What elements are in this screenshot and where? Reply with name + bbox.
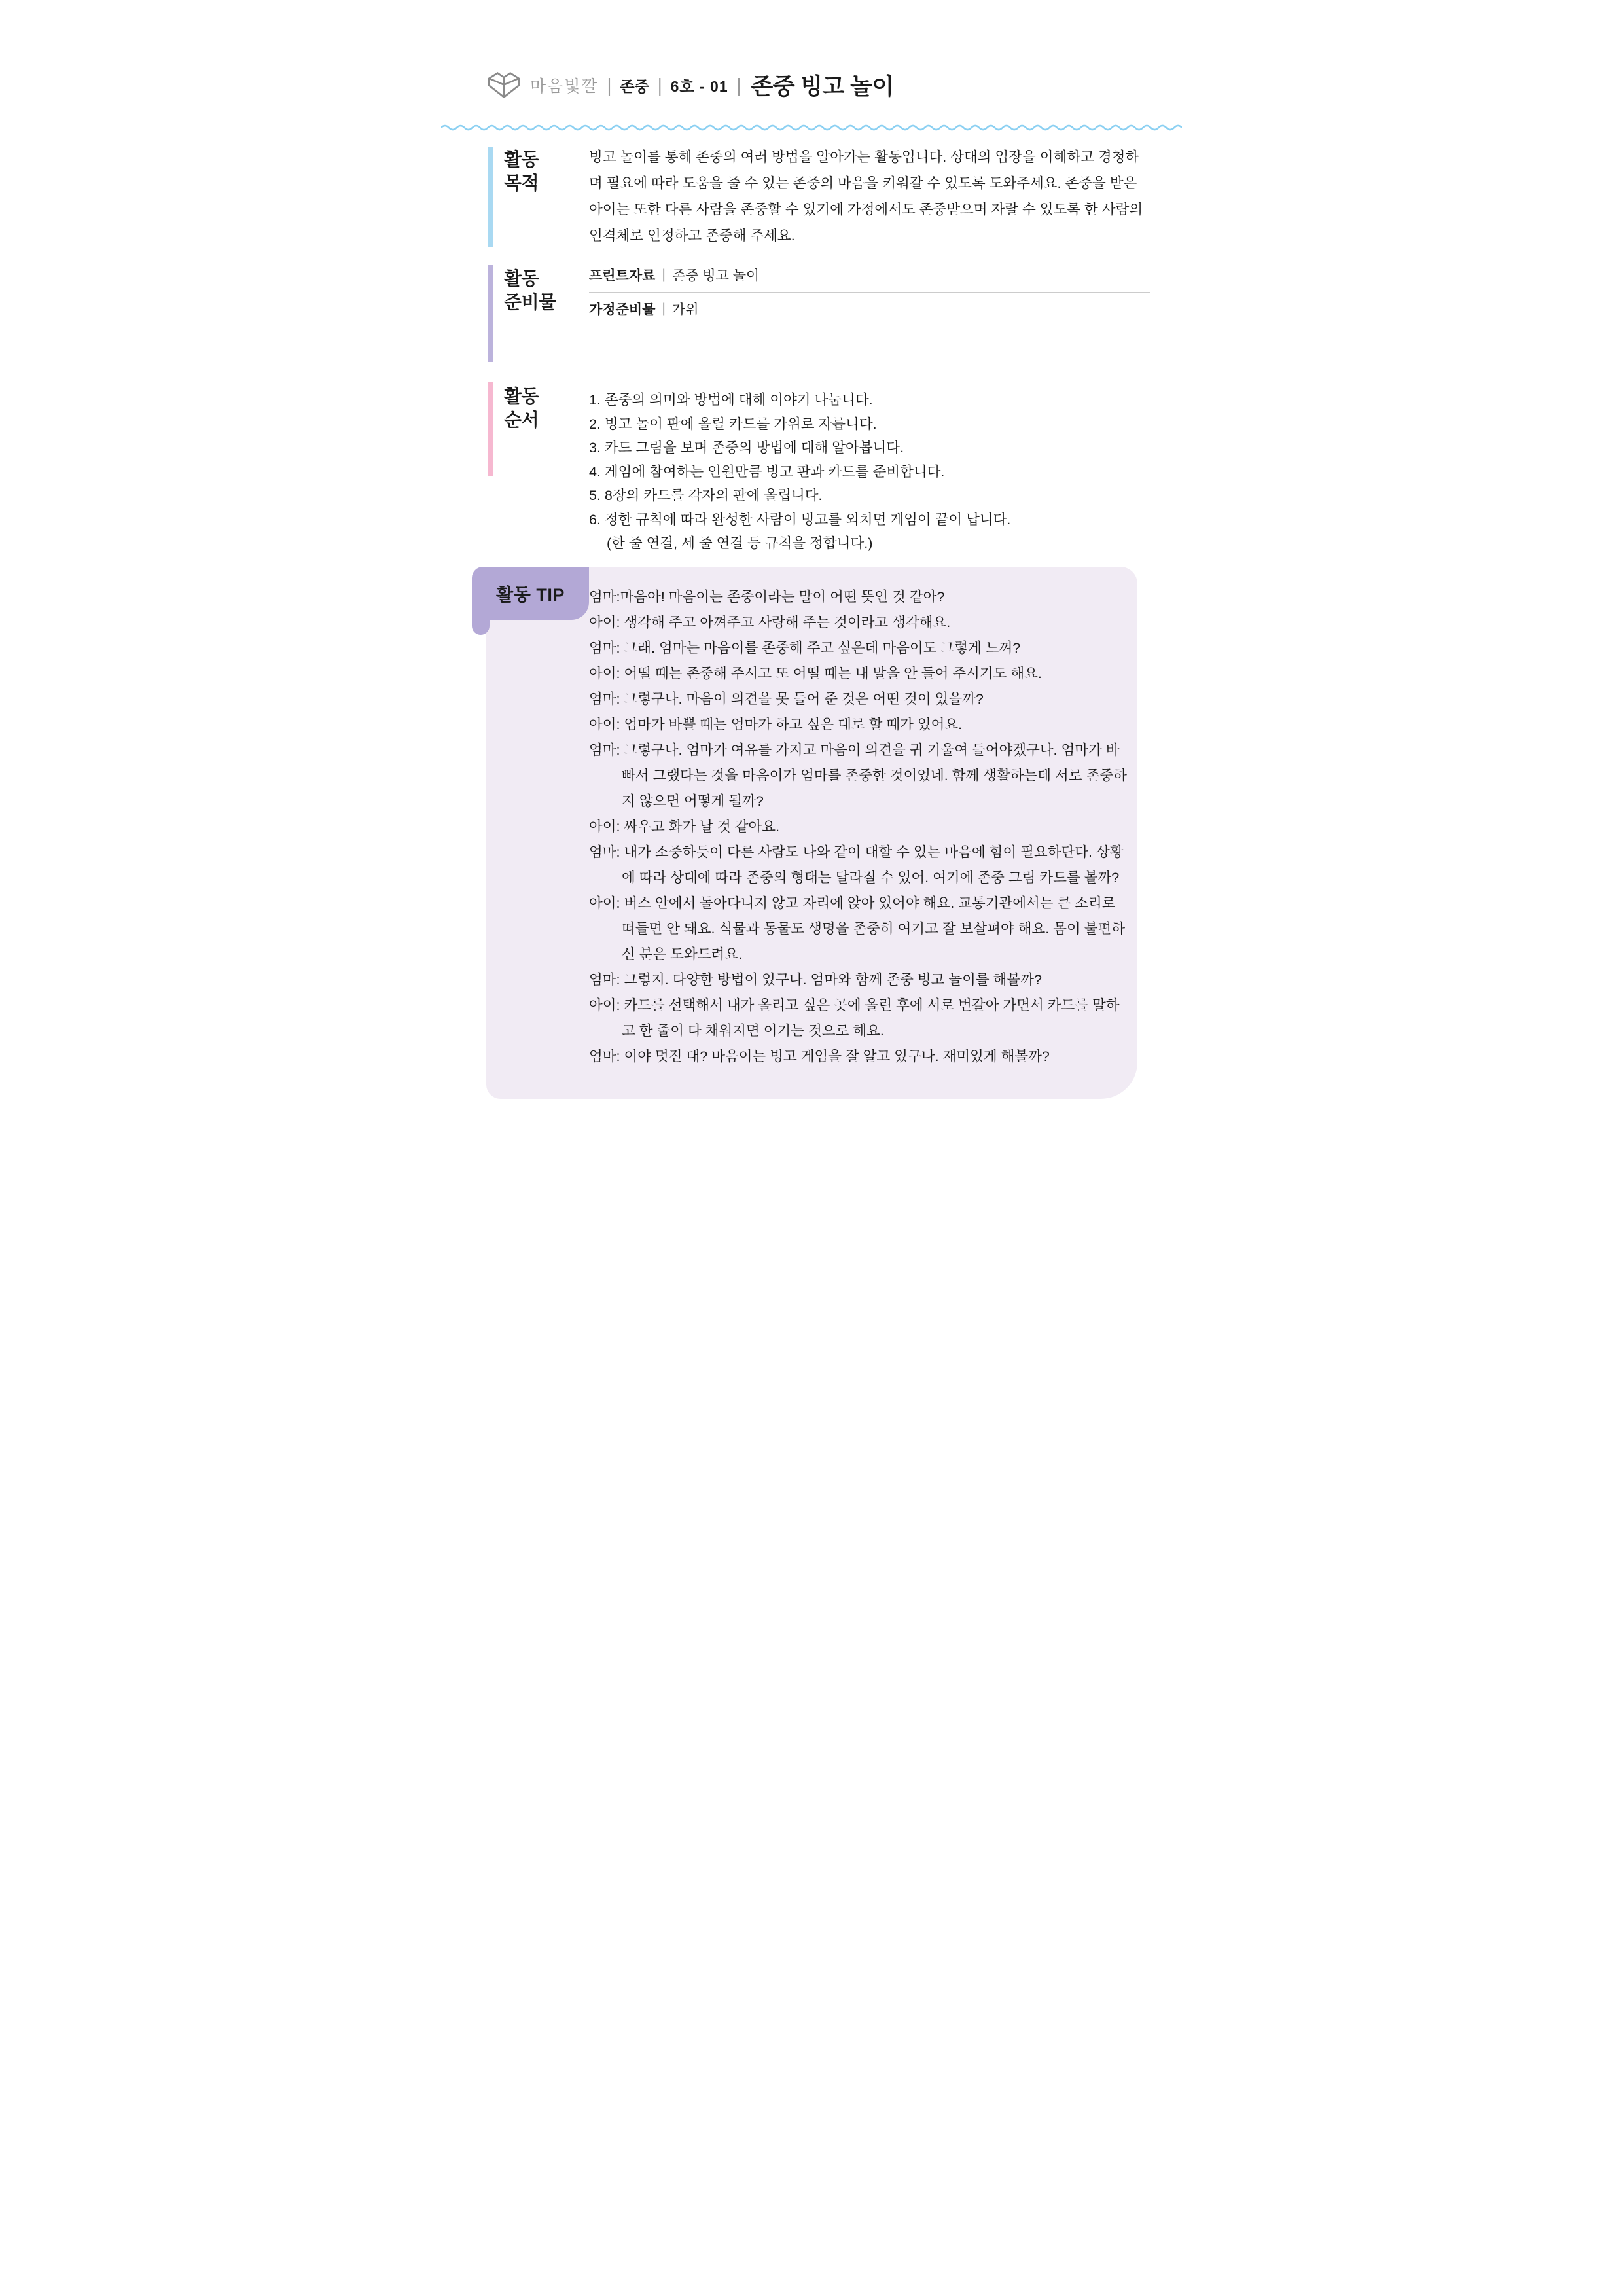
document-page	[406, 0, 1217, 1148]
heart-logo-icon	[486, 71, 522, 99]
step-item: 4. 게임에 참여하는 인원만큼 빙고 판과 카드를 준비합니다.	[589, 463, 945, 480]
step-item: 3. 카드 그림을 보며 존중의 방법에 대해 알아봅니다.	[589, 440, 904, 456]
material-separator: |	[662, 301, 666, 316]
purpose-accent-bar	[488, 147, 493, 247]
dialogue-line: 아이: 버스 안에서 돌아다니지 않고 자리에 앉아 있어야 해요. 교통기관에서는 큰 소리로 떠들면 안 돼요. 식물과 동물도 생명을 존중히 여기고 잘 보살펴야 해요. 몸이 불편하신 분은 도와드려요.	[589, 895, 1126, 962]
dialogue-line: 엄마: 그래. 엄마는 마음이를 존중해 주고 싶은데 마음이도 그렇게 느껴?	[589, 640, 1021, 656]
steps-list	[589, 388, 1153, 556]
dialogue-line: 엄마: 내가 소중하듯이 다른 사람도 나와 같이 대할 수 있는 마음에 힘이 필요하단다. 상황에 따라 상대에 따라 존중의 형태는 달라질 수 있어. 여기에 존중 그림 카드를 볼까?	[589, 844, 1124, 886]
materials-list	[589, 261, 1150, 319]
dialogue-line: 엄마: 이야 멋진 대? 마음이는 빙고 게임을 잘 알고 있구나. 재미있게 해볼까?	[589, 1049, 1050, 1064]
material-row	[589, 261, 1150, 289]
materials-accent-bar	[488, 265, 493, 362]
header-separator: |	[607, 73, 612, 96]
dialogue-line: 아이: 싸우고 화가 날 것 같아요.	[589, 819, 780, 834]
tip-badge-label: 활동 TIP	[496, 585, 565, 605]
dialogue-line: 엄마: 그렇구나. 마음이 의견을 못 들어 준 것은 어떤 것이 있을까?	[589, 691, 984, 707]
material-label: 가정준비물	[589, 302, 656, 317]
header-category: 존중	[620, 77, 649, 95]
dialogue-line: 엄마: 그렇구나. 엄마가 여유를 가지고 마음이 의견을 귀 기울여 들어야겠구나. 엄마가 바빠서 그랬다는 것을 마음이가 엄마를 존중한 것이었네. 함께 생활하는데 서로 존중하지 않으면 어떻게 될까?	[589, 742, 1127, 809]
step-item: 2. 빙고 놀이 판에 올릴 카드를 가위로 자릅니다.	[589, 416, 877, 432]
dialogue-line: 엄마: 그렇지. 다양한 방법이 있구나. 엄마와 함께 존중 빙고 놀이를 해볼까?	[589, 972, 1042, 988]
step-item: 6. 정한 규칙에 따라 완성한 사람이 빙고를 외치면 게임이 끝이 납니다.	[589, 511, 1011, 528]
dialogue-line: 엄마:마음아! 마음이는 존중이라는 말이 어떤 뜻인 것 같아?	[589, 589, 945, 605]
page-title: 존중 빙고 놀이	[751, 74, 894, 99]
material-row	[589, 292, 1150, 319]
purpose-section-title: 활동 목적	[504, 149, 539, 193]
steps-accent-bar	[488, 382, 493, 476]
wavy-divider	[441, 123, 1182, 132]
dialogue-line: 아이: 엄마가 바쁠 때는 엄마가 하고 싶은 대로 할 때가 있어요.	[589, 717, 963, 732]
material-value: 가위	[671, 302, 699, 317]
header-separator: |	[736, 73, 741, 96]
logo-wordmark: 마음빛깔	[530, 77, 599, 96]
material-separator: |	[662, 267, 666, 282]
material-value: 존중 빙고 놀이	[671, 268, 760, 283]
step-item: (한 줄 연결, 세 줄 연결 등 규칙을 정합니다.)	[607, 535, 873, 551]
purpose-body-text: 빙고 놀이를 통해 존중의 여러 방법을 알아가는 활동입니다. 상대의 입장을 이해하고 경청하며 필요에 따라 도움을 줄 수 있는 존중의 마음을 키워갈 수 있도록 도와주세요. 존중을 받은 아이는 또한 다른 사람을 존중할 수 있기에 가정에서도 존중받으며 자랄 수 있도록 한 사람의 인격체로 인정하고 존중해 주세요.	[589, 149, 1143, 243]
material-label: 프린트자료	[589, 268, 656, 283]
materials-section-title: 활동 준비물	[504, 268, 556, 312]
steps-section-title: 활동 순서	[504, 386, 539, 430]
header	[486, 64, 1182, 106]
header-separator: |	[657, 73, 662, 96]
header-issue-number: 6호 - 01	[670, 77, 728, 95]
dialogue-line: 아이: 어떨 때는 존중해 주시고 또 어떨 때는 내 말을 안 들어 주시기도 해요.	[589, 666, 1042, 681]
tip-badge	[472, 567, 589, 620]
step-item: 5. 8장의 카드를 각자의 판에 올립니다.	[589, 488, 823, 503]
dialogue-line: 아이: 카드를 선택해서 내가 올리고 싶은 곳에 올린 후에 서로 번갈아 가면서 카드를 말하고 한 줄이 다 채워지면 이기는 것으로 해요.	[589, 997, 1120, 1039]
dialogue-line: 아이: 생각해 주고 아껴주고 사랑해 주는 것이라고 생각해요.	[589, 615, 951, 630]
step-item: 1. 존중의 의미와 방법에 대해 이야기 나눕니다.	[589, 392, 873, 408]
tip-dialogue	[589, 584, 1131, 1069]
